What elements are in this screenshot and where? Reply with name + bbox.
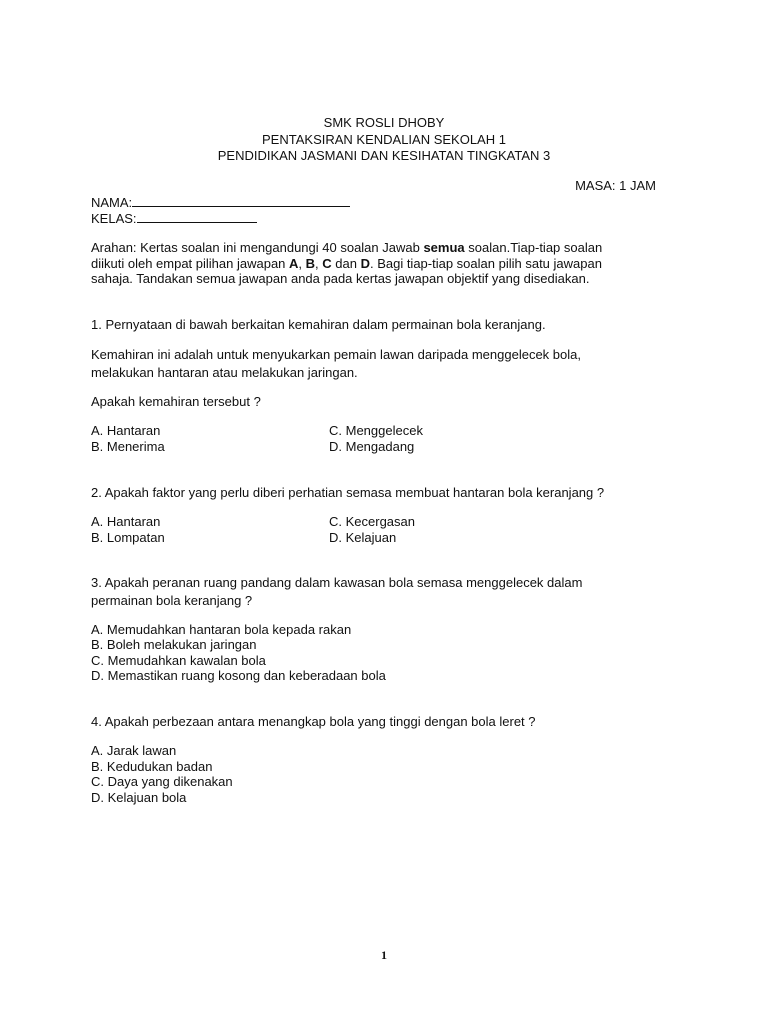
question-prompt: Apakah kemahiran tersebut ? [91, 394, 261, 409]
instructions-line-1: Arahan: Kertas soalan ini mengandungi 40 soalan Jawab semua soalan.Tiap-tiap soalan [91, 240, 603, 255]
option-c: C. Daya yang dikenakan [91, 774, 233, 789]
option-d: D. Kelajuan bola [91, 790, 187, 805]
option-a: A. Hantaran [91, 423, 161, 438]
name-line [91, 194, 350, 211]
instructions-line-2: diikuti oleh empat pilihan jawapan A, B, C dan D. Bagi tiap-tiap soalan pilih satu jawapan [91, 256, 602, 271]
option-c: C. Memudahkan kawalan bola [91, 653, 266, 668]
class-blank [137, 210, 257, 223]
question-context: melakukan hantaran atau melakukan jaringan. [91, 365, 358, 380]
question-text: 2. Apakah faktor yang perlu diberi perhatian semasa membuat hantaran bola keranjang ? [91, 485, 605, 500]
page-number: 1 [381, 948, 387, 962]
class-label: KELAS: [91, 211, 137, 226]
exam-time: MASA: 1 JAM [575, 178, 656, 193]
option-b: B. Boleh melakukan jaringan [91, 637, 257, 652]
assessment-title: PENTAKSIRAN KENDALIAN SEKOLAH 1 [262, 132, 506, 147]
question-text: permainan bola keranjang ? [91, 593, 253, 608]
question-context: Kemahiran ini adalah untuk menyukarkan pemain lawan daripada menggelecek bola, [91, 347, 581, 362]
question-text: 3. Apakah peranan ruang pandang dalam kawasan bola semasa menggelecek dalam [91, 575, 583, 590]
option-d: D. Mengadang [329, 439, 415, 454]
instructions-line-3: sahaja. Tandakan semua jawapan anda pada kertas jawapan objektif yang disediakan. [91, 271, 590, 286]
option-b: B. Menerima [91, 439, 165, 454]
option-b: B. Kedudukan badan [91, 759, 213, 774]
option-c: C. Menggelecek [329, 423, 423, 438]
option-d: D. Memastikan ruang kosong dan keberadaan bola [91, 668, 386, 683]
option-c: C. Kecergasan [329, 514, 415, 529]
subject-title: PENDIDIKAN JASMANI DAN KESIHATAN TINGKATAN 3 [217, 148, 551, 163]
option-a: A. Memudahkan hantaran bola kepada rakan [91, 622, 352, 637]
option-a: A. Hantaran [91, 514, 161, 529]
name-blank [132, 194, 350, 207]
school-name: SMK ROSLI DHOBY [323, 115, 445, 130]
class-line [91, 210, 257, 227]
option-b: B. Lompatan [91, 530, 165, 545]
question-text: 1. Pernyataan di bawah berkaitan kemahiran dalam permainan bola keranjang. [91, 317, 546, 332]
question-text: 4. Apakah perbezaan antara menangkap bola yang tinggi dengan bola leret ? [91, 714, 536, 729]
name-label: NAMA: [91, 195, 133, 210]
option-d: D. Kelajuan [329, 530, 397, 545]
option-a: A. Jarak lawan [91, 743, 177, 758]
